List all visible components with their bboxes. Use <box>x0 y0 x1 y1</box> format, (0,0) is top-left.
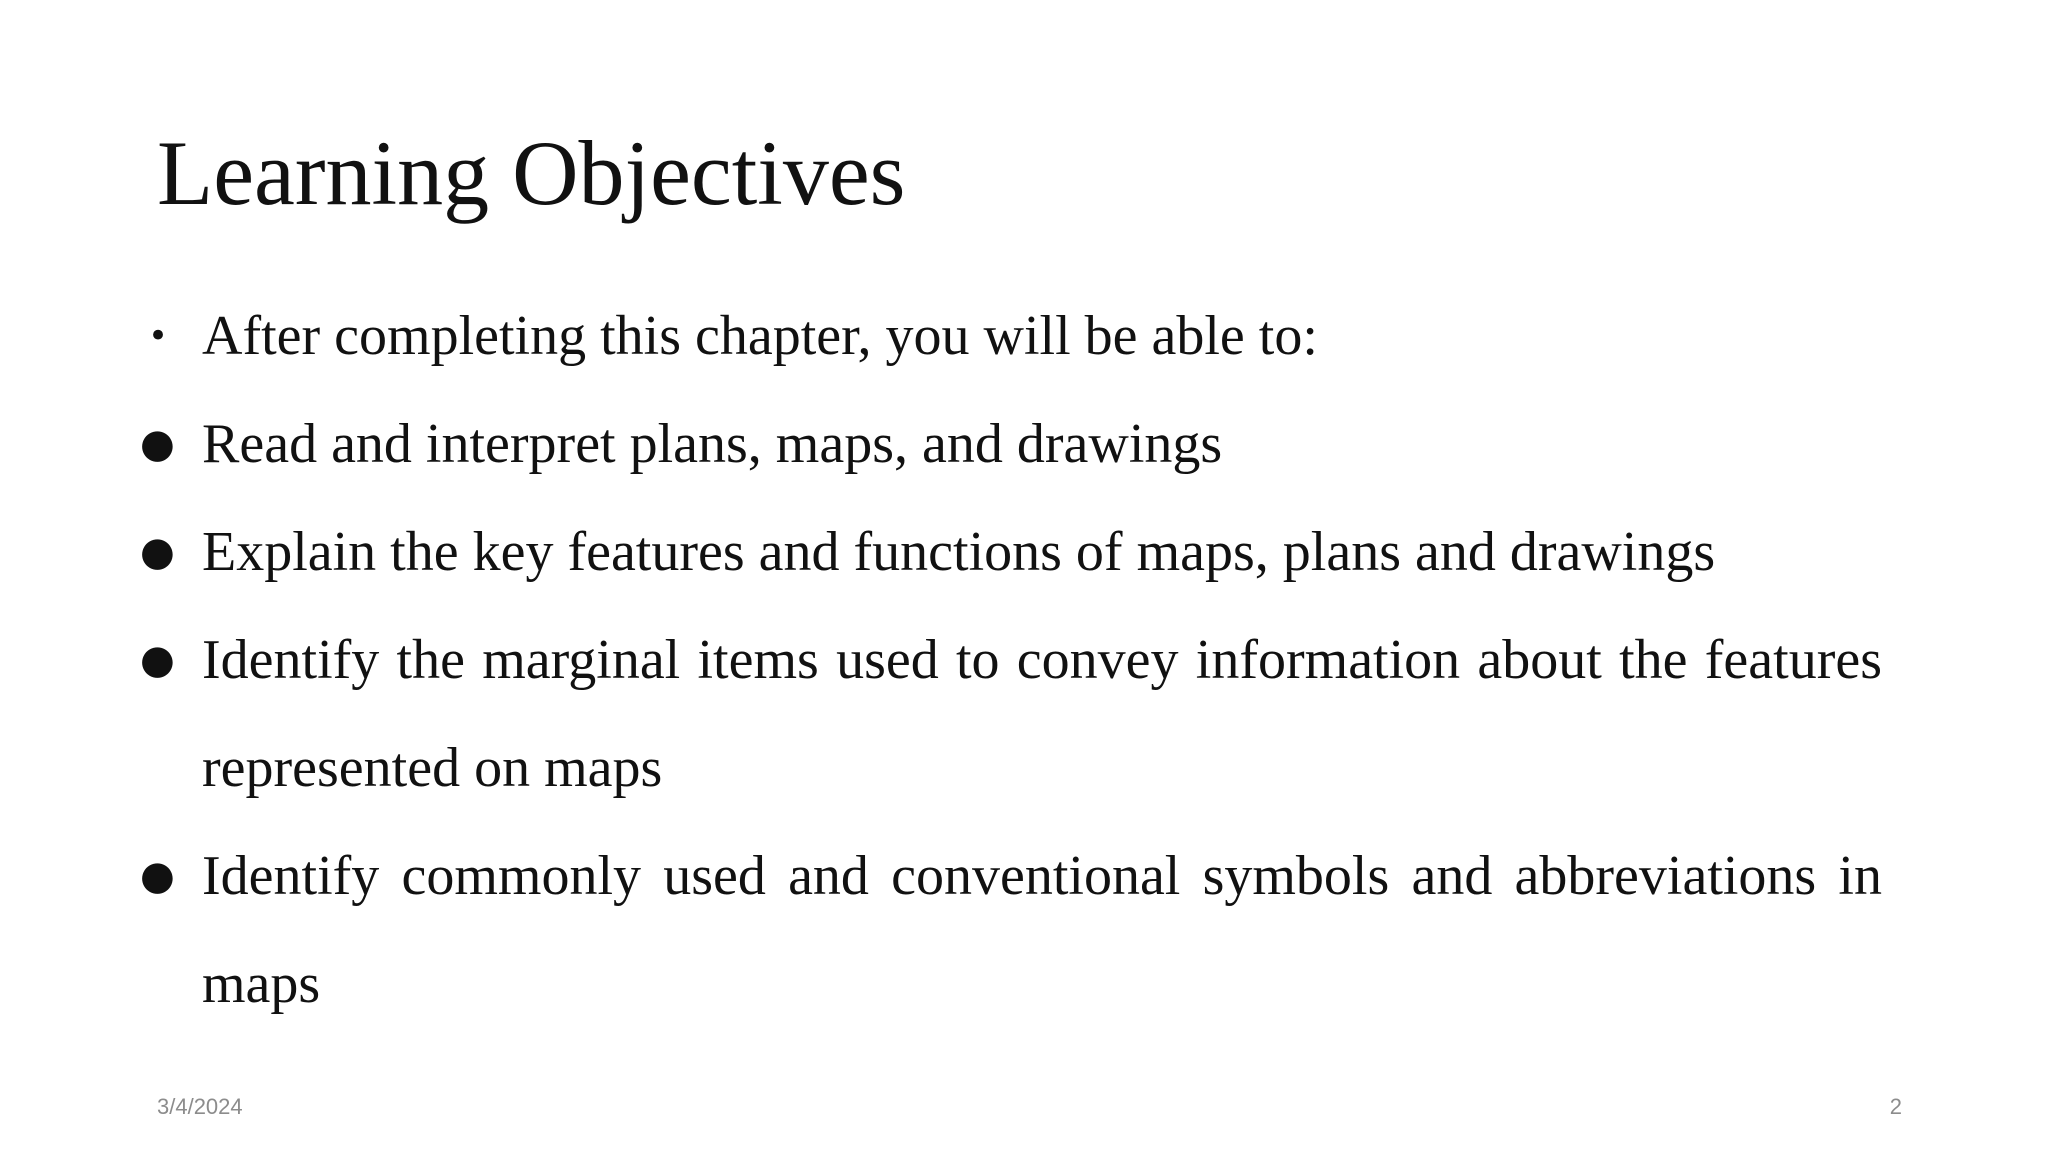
slide-title: Learning Objectives <box>157 122 906 224</box>
objective-item <box>140 390 1882 498</box>
bullet-icon: ● <box>140 637 175 683</box>
bullet-icon: ● <box>140 421 175 467</box>
objective-text: Explain the key features and functions of maps, plans and drawings <box>202 521 1716 583</box>
slide-content <box>140 282 1882 1038</box>
objective-item <box>140 498 1882 606</box>
bullet-icon: ● <box>140 853 175 899</box>
bullet-icon: • <box>148 316 169 356</box>
objective-item <box>140 606 1882 822</box>
page-number: 2 <box>1889 1094 1902 1119</box>
objective-text: Identify commonly used and conventional symbols and abbreviations in maps <box>202 845 1882 1015</box>
bullet-icon: ● <box>140 529 175 575</box>
intro-text: After completing this chapter, you will be able to: <box>202 305 1318 367</box>
footer-date: 3/4/2024 <box>157 1094 243 1119</box>
objective-item <box>140 822 1882 1038</box>
objective-text: Read and interpret plans, maps, and drawings <box>202 413 1223 475</box>
intro-row <box>140 282 1882 390</box>
objective-text: Identify the marginal items used to convey information about the features represented on maps <box>202 629 1882 799</box>
